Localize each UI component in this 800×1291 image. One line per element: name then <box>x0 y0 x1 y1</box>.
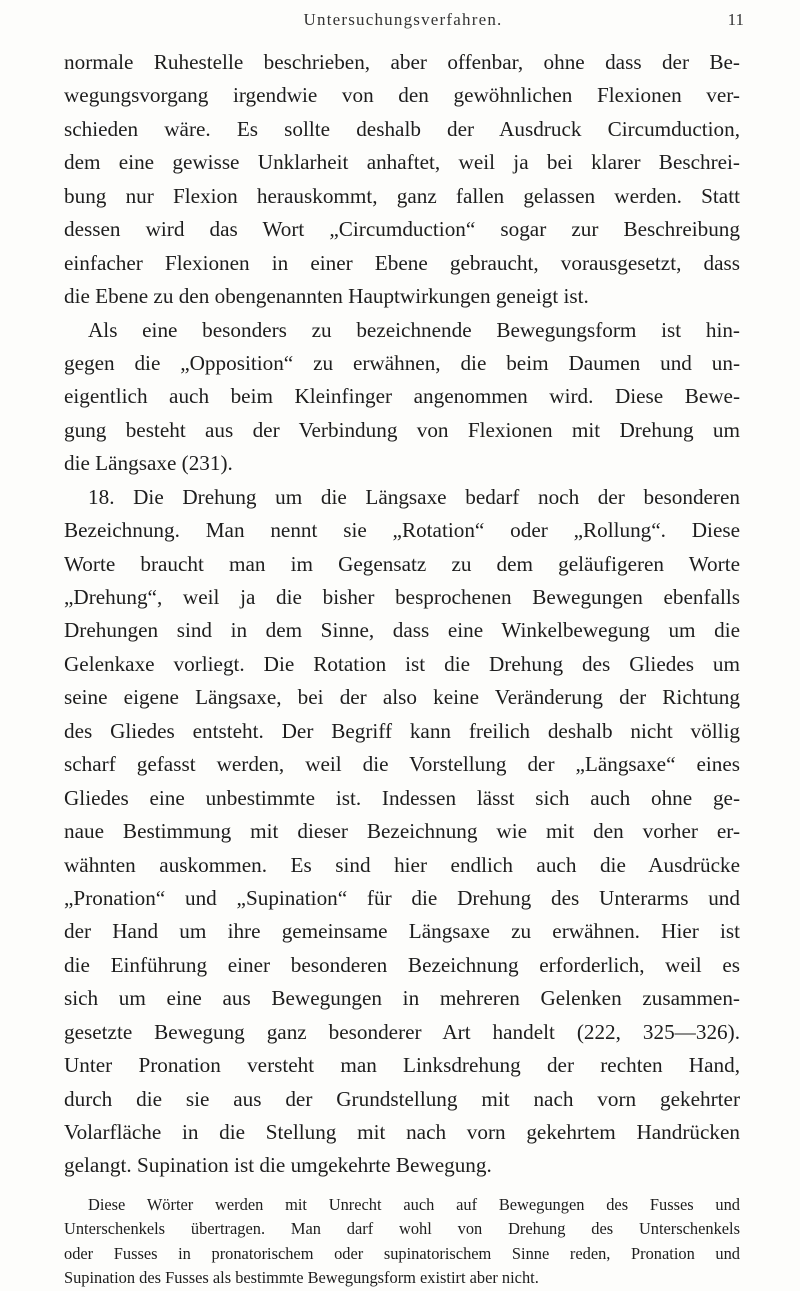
footnote <box>64 1193 740 1291</box>
text-line: gesetzte Bewegung ganz besonderer Art handelt (222, 325—326). <box>64 1019 740 1044</box>
text-line: bung nur Flexion herauskommt, ganz fallen gelassen werden. Statt <box>64 183 740 208</box>
paragraph-3 <box>64 481 740 1183</box>
text-line: dessen wird das Wort „Circumduction“ sogar zur Beschreibung <box>64 217 740 242</box>
text-line: des Gliedes entsteht. Der Begriff kann freilich deshalb nicht völlig <box>64 718 740 743</box>
text-line: einfacher Flexionen in einer Ebene gebraucht, vorausgesetzt, dass <box>64 250 740 275</box>
text-line: die Ebene zu den obengenannten Hauptwirkungen geneigt ist. <box>64 284 589 309</box>
text-line: dem eine gewisse Unklarheit anhaftet, weil ja bei klarer Beschrei- <box>64 150 740 175</box>
page-header <box>62 10 744 36</box>
body-text <box>64 46 740 1291</box>
text-line: Volarfläche in die Stellung mit nach vorn gekehrtem Handrücken <box>64 1120 740 1144</box>
text-line: seine eigene Längsaxe, bei der also keine Veränderung der Richtung <box>64 685 740 710</box>
text-line: gegen die „Opposition“ zu erwähnen, die beim Daumen und un- <box>64 350 740 375</box>
text-line: gelangt. Supination ist die umgekehrte Bewegung. <box>64 1153 492 1178</box>
paragraph-1 <box>64 46 740 314</box>
text-line: sich um eine aus Bewegungen in mehreren Gelenken zusammen- <box>64 986 740 1011</box>
footnote-line: Unterschenkels übertragen. Man darf wohl von Drehung des Unterschenkels <box>64 1219 740 1239</box>
text-line: Als eine besonders zu bezeichnende Bewegungsform ist hin- <box>88 317 740 342</box>
running-title: Untersuchungsverfahren. <box>303 10 503 29</box>
text-line: die Einführung einer besonderen Bezeichnung erforderlich, weil es <box>64 952 740 977</box>
page-number: 11 <box>727 10 744 29</box>
text-line: Drehungen sind in dem Sinne, dass eine Winkelbewegung um die <box>64 618 740 643</box>
text-line: gung besteht aus der Verbindung von Flexionen mit Drehung um <box>64 417 740 442</box>
text-line: die Längsaxe (231). <box>64 451 233 476</box>
text-line: Gliedes eine unbestimmte ist. Indessen lässt sich auch ohne ge- <box>64 785 740 810</box>
text-line: „Drehung“, weil ja die bisher besprochenen Bewegungen ebenfalls <box>64 585 740 609</box>
text-line: Worte braucht man im Gegensatz zu dem geläufigeren Worte <box>64 551 740 576</box>
text-line: wähnten auskommen. Es sind hier endlich auch die Ausdrücke <box>64 852 740 877</box>
footnote-line: oder Fusses in pronatorischem oder supinatorischem Sinne reden, Pronation und <box>64 1243 740 1263</box>
text-line: normale Ruhestelle beschrieben, aber offenbar, ohne dass der Be- <box>64 50 740 74</box>
text-line: „Pronation“ und „Supination“ für die Drehung des Unterarms und <box>64 885 740 910</box>
text-line: Unter Pronation versteht man Linksdrehung der rechten Hand, <box>64 1053 740 1078</box>
text-line: scharf gefasst werden, weil die Vorstellung der „Längsaxe“ eines <box>64 752 740 777</box>
text-line: naue Bestimmung mit dieser Bezeichnung wie mit den vorher er- <box>64 819 740 844</box>
text-line: 18. Die Drehung um die Längsaxe bedarf noch der besonderen <box>88 484 740 509</box>
footnote-line: Diese Wörter werden mit Unrecht auch auf Bewegungen des Fusses und <box>88 1194 740 1214</box>
text-line: schieden wäre. Es sollte deshalb der Ausdruck Circumduction, <box>64 116 740 141</box>
text-line: Bezeichnung. Man nennt sie „Rotation“ oder „Rollung“. Diese <box>64 518 740 543</box>
paragraph-2 <box>64 314 740 481</box>
footnote-line: Supination des Fusses als bestimmte Bewegungsform existirt aber nicht. <box>64 1268 539 1288</box>
text-line: durch die sie aus der Grundstellung mit nach vorn gekehrter <box>64 1086 740 1111</box>
text-line: eigentlich auch beim Kleinfinger angenommen wird. Diese Bewe- <box>64 384 740 409</box>
text-line: wegungsvorgang irgendwie von den gewöhnlichen Flexionen ver- <box>64 83 740 108</box>
text-line: der Hand um ihre gemeinsame Längsaxe zu erwähnen. Hier ist <box>64 919 740 944</box>
text-line: Gelenkaxe vorliegt. Die Rotation ist die Drehung des Gliedes um <box>64 651 740 676</box>
